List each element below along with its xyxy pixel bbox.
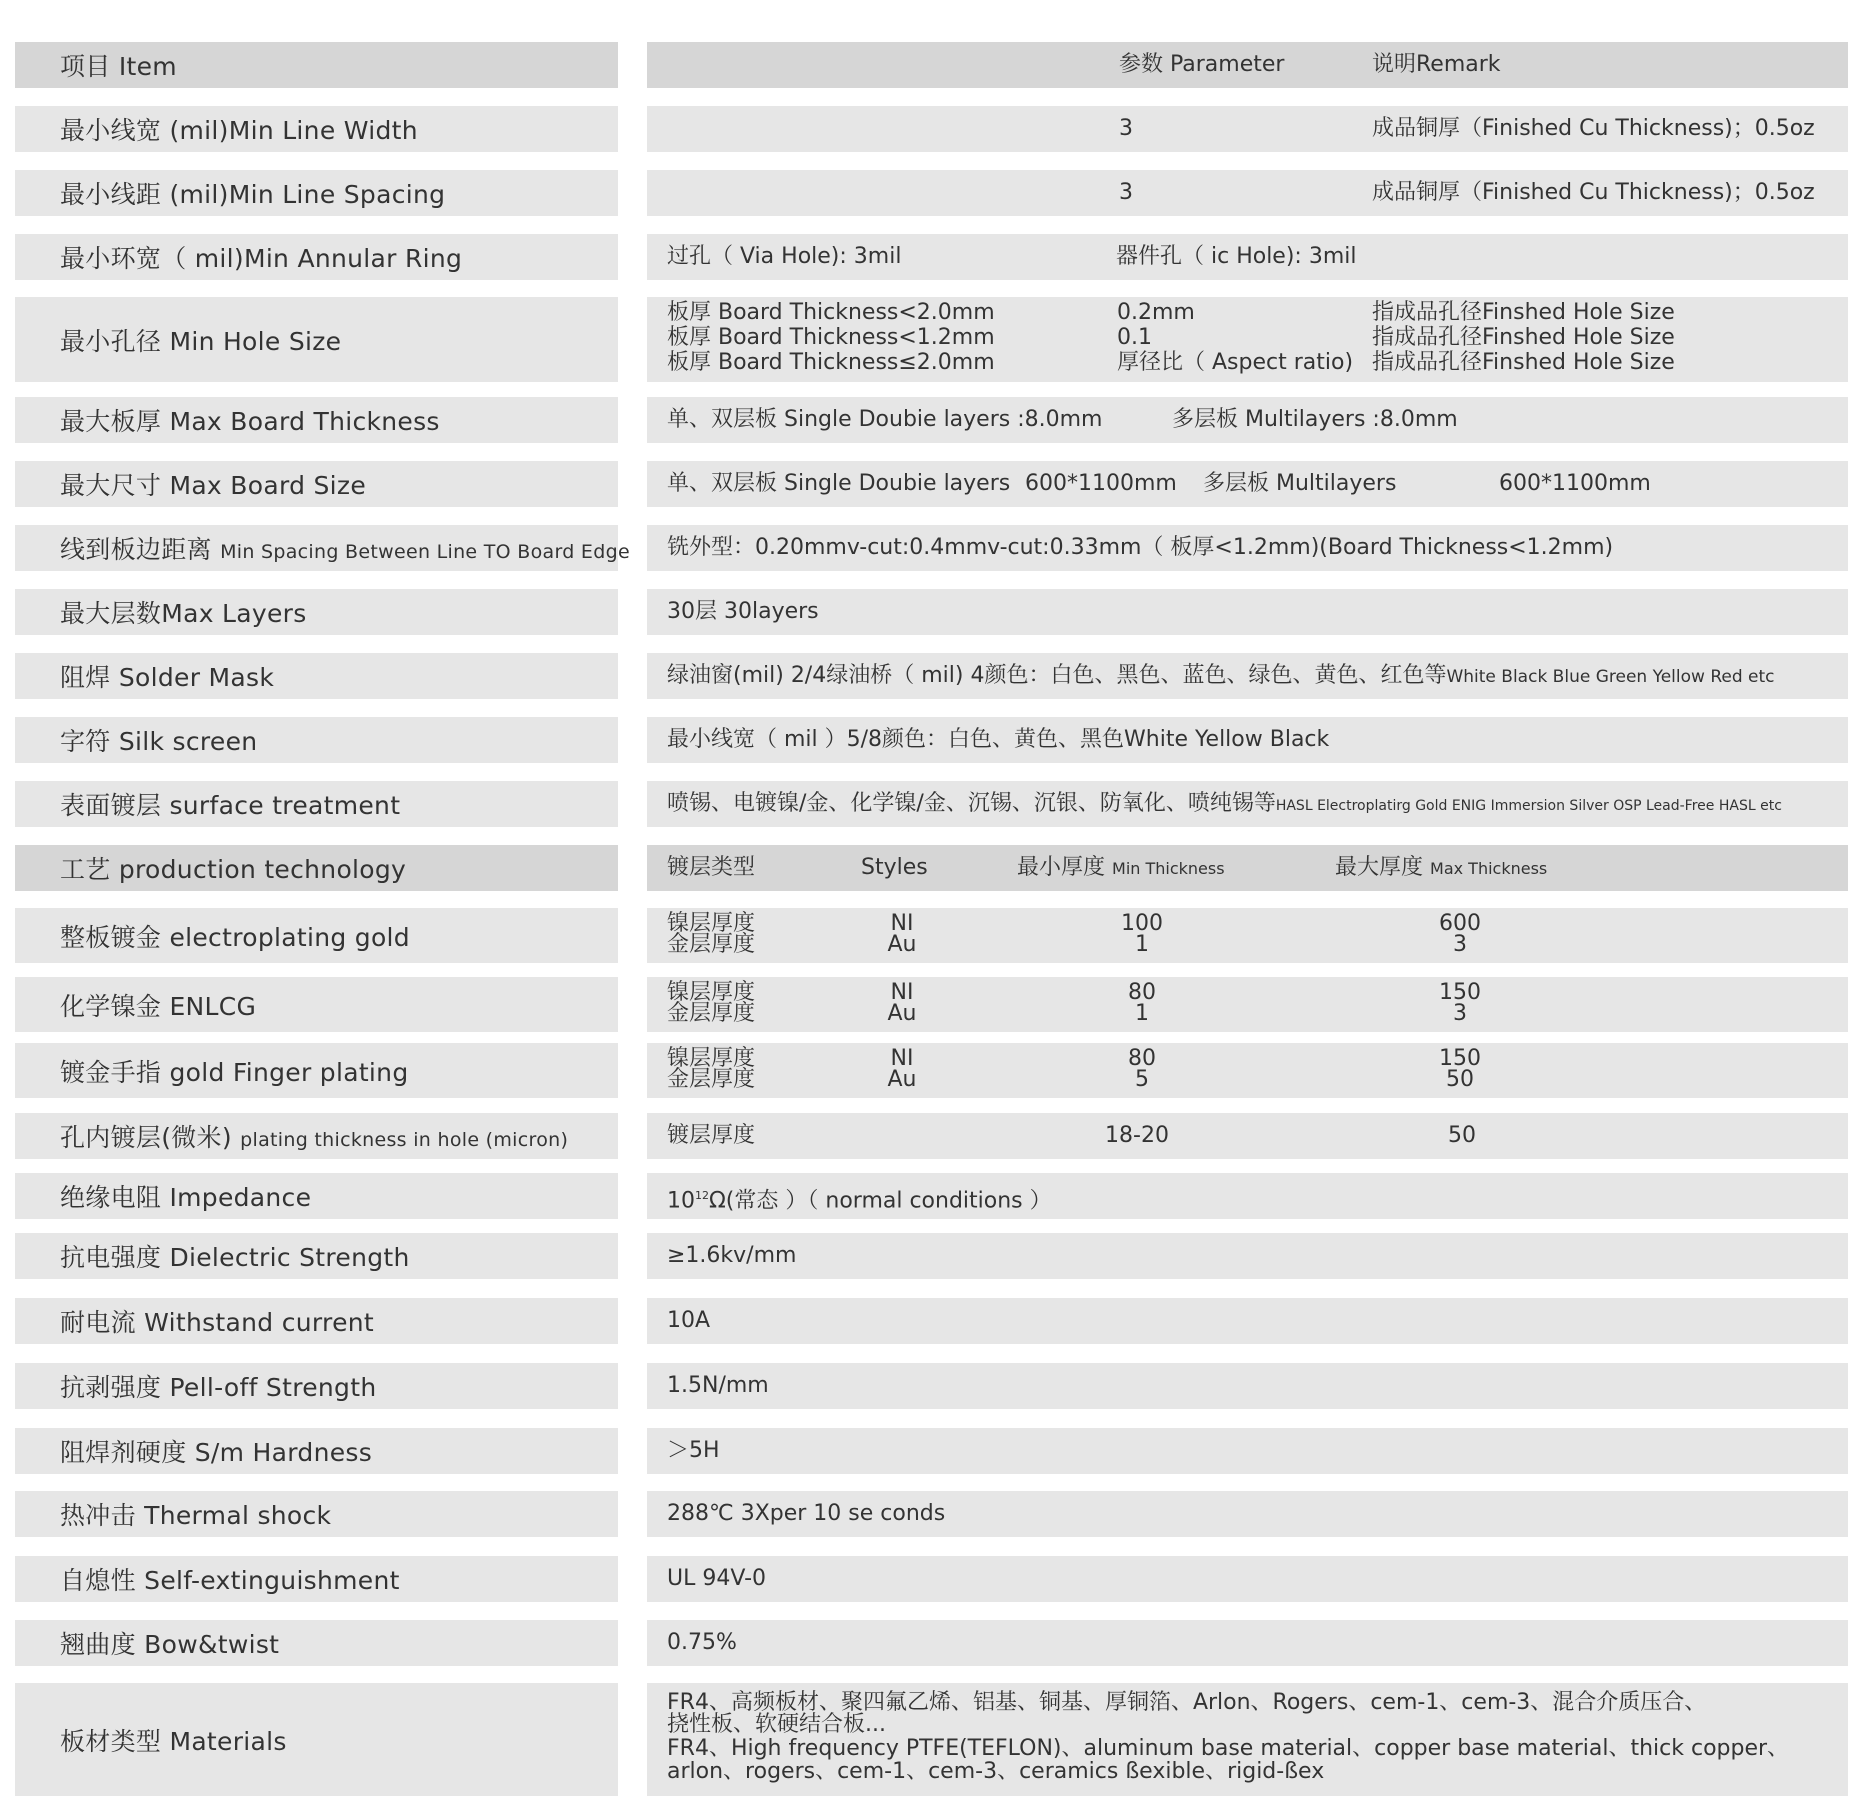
single-double-size: 600*1100mm xyxy=(1025,471,1177,496)
hole-line-c: 指成品孔径Finshed Hole Size xyxy=(1372,300,1675,325)
hole-line-b: 厚径比（ Aspect ratio) xyxy=(1117,350,1354,375)
row-label: 翘曲度 Bow&twist xyxy=(60,1630,280,1659)
header-item-cell xyxy=(15,42,618,88)
row-label: 最小环宽（ mil)Min Annular Ring xyxy=(60,244,463,273)
row-label: 最小线距 (mil)Min Line Spacing xyxy=(60,180,446,209)
row-value: 铣外型：0.20mmv-cut:0.4mmv-cut:0.33mm（ 板厚<1.2mm)(Board Thickness<1.2mm) xyxy=(667,535,1614,560)
row-label: 化学镍金 ENLCG xyxy=(60,991,257,1021)
impedance-exponent: 12 xyxy=(695,1189,709,1202)
max-value: 3 xyxy=(1453,932,1467,957)
table-row xyxy=(0,1173,1866,1219)
row-label: 抗剥强度 Pell-off Strength xyxy=(60,1373,377,1402)
col-type: 镀层类型 xyxy=(667,855,756,880)
row-label xyxy=(60,1118,568,1154)
row-label: 热冲击 Thermal shock xyxy=(60,1501,332,1530)
col-min xyxy=(1017,857,1225,880)
row-value: 10A xyxy=(667,1308,711,1333)
multilayer-size: 600*1100mm xyxy=(1499,471,1651,496)
table-row xyxy=(0,908,1866,963)
row-value: UL 94V-0 xyxy=(667,1566,767,1591)
min-value: 5 xyxy=(1135,1067,1149,1092)
materials-line: FR4、高频板材、聚四氟乙烯、铝基、铜基、厚铜箔、Arlon、Rogers、cem-1、cem-3、混合介质压合、 xyxy=(667,1690,1707,1715)
table-row xyxy=(0,461,1866,507)
header-parameter-label: 参数 Parameter xyxy=(1119,52,1285,77)
min-value: 1 xyxy=(1135,1001,1149,1026)
table-row xyxy=(0,781,1866,827)
table-row xyxy=(0,170,1866,216)
style-value: NI xyxy=(890,1046,914,1071)
multilayer-thickness: 多层板 Multilayers :8.0mm xyxy=(1172,407,1458,432)
row-value: 3 xyxy=(1119,180,1133,205)
materials-line: arlon、rogers、cem-1、cem-3、ceramics ßexible、rigid-ßex xyxy=(667,1759,1325,1784)
row-value xyxy=(667,1185,1052,1212)
tech-label: 工艺 production technology xyxy=(60,855,407,884)
style-value: Au xyxy=(887,932,917,957)
row-value: ＞5H xyxy=(667,1438,720,1463)
table-row xyxy=(0,397,1866,443)
table-row xyxy=(0,1113,1866,1159)
hole-line-a: 板厚 Board Thickness<1.2mm xyxy=(667,325,995,350)
min-value: 18-20 xyxy=(1105,1123,1169,1148)
row-label-en: Min Spacing Between Line TO Board Edge xyxy=(220,541,630,563)
table-row xyxy=(0,717,1866,763)
row-label: 最大板厚 Max Board Thickness xyxy=(60,407,440,436)
style-value: Au xyxy=(887,1067,917,1092)
row-value: 0.75% xyxy=(667,1630,737,1655)
row-label-cn: 线到板边距离 xyxy=(60,535,212,564)
surface-en: HASL Electroplatirg Gold ENIG Immersion Silver OSP Lead-Free HASL etc xyxy=(1275,798,1782,814)
hole-line-b: 0.1 xyxy=(1117,325,1152,350)
row-remark: 成品铜厚（Finished Cu Thickness)；0.5oz xyxy=(1372,180,1815,205)
impedance-rest: Ω(常态 ）（ normal conditions ） xyxy=(709,1188,1052,1214)
ic-hole-text: 器件孔（ ic Hole): 3mil xyxy=(1116,244,1357,269)
row-label: 表面镀层 surface treatment xyxy=(60,791,401,820)
row-label: 字符 Silk screen xyxy=(60,727,258,756)
row-label: 抗电强度 Dielectric Strength xyxy=(60,1243,410,1272)
materials-line: 挠性板、软硬结合板... xyxy=(667,1712,886,1737)
table-header xyxy=(0,42,1866,88)
row-label: 整板镀金 electroplating gold xyxy=(60,922,410,952)
layer-type: 金层厚度 xyxy=(667,1067,756,1092)
style-value: NI xyxy=(890,911,914,936)
via-hole-text: 过孔（ Via Hole): 3mil xyxy=(667,244,902,269)
layer-type: 金层厚度 xyxy=(667,932,756,957)
layer-type: 镍层厚度 xyxy=(667,1046,756,1071)
table-row xyxy=(0,1491,1866,1537)
min-value: 1 xyxy=(1135,932,1149,957)
row-value: 最小线宽（ mil ）5/8颜色：白色、黄色、黑色White Yellow Black xyxy=(667,727,1330,752)
layer-type: 金层厚度 xyxy=(667,1001,756,1026)
hole-line-a: 板厚 Board Thickness<2.0mm xyxy=(667,300,995,325)
max-value: 150 xyxy=(1439,980,1481,1005)
row-label: 阻焊剂硬度 S/m Hardness xyxy=(60,1438,373,1467)
max-value: 600 xyxy=(1439,911,1481,936)
col-max xyxy=(1335,857,1547,880)
single-double-label: 单、双层板 Single Doubie layers xyxy=(667,471,1011,496)
table-row xyxy=(0,1683,1866,1796)
materials-line: FR4、High frequency PTFE(TEFLON)、aluminum base material、copper base material、thick copper、 xyxy=(667,1736,1790,1761)
row-label: 阻焊 Solder Mask xyxy=(60,663,275,692)
table-row xyxy=(0,1043,1866,1098)
table-row xyxy=(0,1298,1866,1344)
col-styles: Styles xyxy=(861,855,928,880)
row-label-cn: 孔内镀层(微米) xyxy=(60,1123,232,1152)
header-item-label: 项目 Item xyxy=(60,52,177,81)
table-row xyxy=(0,106,1866,152)
table-row xyxy=(0,525,1866,571)
row-value xyxy=(667,793,1782,817)
col-max-cn: 最大厚度 xyxy=(1335,855,1424,880)
table-row xyxy=(0,1363,1866,1409)
max-value: 50 xyxy=(1448,1123,1476,1148)
style-value: NI xyxy=(890,980,914,1005)
solder-mask-en: White Black Blue Green Yellow Red etc xyxy=(1446,667,1775,687)
surface-cn: 喷锡、电镀镍/金、化学镍/金、沉锡、沉银、防氧化、喷纯锡等 xyxy=(667,791,1276,816)
table-row xyxy=(0,589,1866,635)
min-value: 100 xyxy=(1121,911,1163,936)
table-row xyxy=(0,297,1866,382)
row-label: 最小孔径 Min Hole Size xyxy=(60,326,342,356)
table-row xyxy=(0,1620,1866,1666)
hole-line-c: 指成品孔径Finshed Hole Size xyxy=(1372,325,1675,350)
table-row xyxy=(0,1428,1866,1474)
col-max-en: Max Thickness xyxy=(1430,859,1548,878)
multilayer-label: 多层板 Multilayers xyxy=(1203,471,1397,496)
max-value: 150 xyxy=(1439,1046,1481,1071)
hole-line-a: 板厚 Board Thickness≤2.0mm xyxy=(667,350,995,375)
layer-type: 镍层厚度 xyxy=(667,911,756,936)
row-value: 1.5N/mm xyxy=(667,1373,769,1398)
min-value: 80 xyxy=(1128,980,1156,1005)
solder-mask-cn: 绿油窗(mil) 2/4绿油桥（ mil) 4颜色：白色、黑色、蓝色、绿色、黄色、红色等 xyxy=(667,663,1447,688)
row-label: 自熄性 Self-extinguishment xyxy=(60,1566,400,1595)
max-value: 3 xyxy=(1453,1001,1467,1026)
row-value: 3 xyxy=(1119,116,1133,141)
impedance-base: 10 xyxy=(667,1188,695,1214)
row-label: 耐电流 Withstand current xyxy=(60,1308,375,1337)
table-row xyxy=(0,653,1866,699)
header-remark-label: 说明Remark xyxy=(1372,52,1501,77)
hole-line-c: 指成品孔径Finshed Hole Size xyxy=(1372,350,1675,375)
table-row xyxy=(0,977,1866,1032)
table-row xyxy=(0,1556,1866,1602)
tech-header xyxy=(0,845,1866,891)
hole-line-b: 0.2mm xyxy=(1117,300,1195,325)
row-value xyxy=(667,665,1775,688)
row-label: 最小线宽 (mil)Min Line Width xyxy=(60,116,418,145)
min-value: 80 xyxy=(1128,1046,1156,1071)
single-double-thickness: 单、双层板 Single Doubie layers :8.0mm xyxy=(667,407,1103,432)
row-value: 288℃ 3Xper 10 se conds xyxy=(667,1501,946,1526)
row-label-en: plating thickness in hole (micron) xyxy=(240,1129,569,1151)
row-label: 最大尺寸 Max Board Size xyxy=(60,471,367,500)
row-label: 镀金手指 gold Finger plating xyxy=(60,1057,409,1087)
max-value: 50 xyxy=(1446,1067,1474,1092)
layer-type: 镀层厚度 xyxy=(667,1123,756,1148)
row-label: 绝缘电阻 Impedance xyxy=(60,1183,312,1212)
row-value: ≥1.6kv/mm xyxy=(667,1243,797,1268)
layer-type: 镍层厚度 xyxy=(667,980,756,1005)
row-label xyxy=(60,530,630,566)
table-row xyxy=(0,1233,1866,1279)
col-min-en: Min Thickness xyxy=(1112,859,1225,878)
row-label: 最大层数Max Layers xyxy=(60,599,307,628)
row-value: 30层 30layers xyxy=(667,599,819,624)
col-min-cn: 最小厚度 xyxy=(1017,855,1106,880)
table-row xyxy=(0,234,1866,280)
row-remark: 成品铜厚（Finished Cu Thickness)；0.5oz xyxy=(1372,116,1815,141)
header-param-cell xyxy=(647,42,1848,88)
style-value: Au xyxy=(887,1001,917,1026)
row-label: 板材类型 Materials xyxy=(60,1726,287,1756)
